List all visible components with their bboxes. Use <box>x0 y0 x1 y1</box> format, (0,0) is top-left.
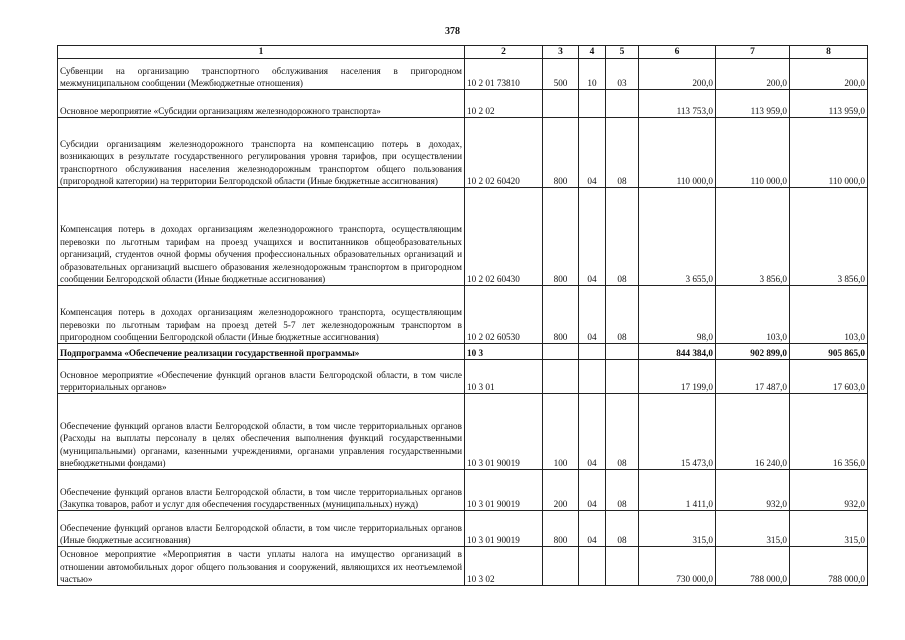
table-row <box>58 511 868 547</box>
row-code: 10 2 02 60530 <box>465 286 543 344</box>
row-value-8: 3 856,0 <box>790 188 868 286</box>
row-value-7: 113 959,0 <box>716 90 790 118</box>
row-value-6: 113 753,0 <box>639 90 716 118</box>
row-value-6: 730 000,0 <box>639 547 716 586</box>
row-col4: 04 <box>579 394 606 470</box>
row-col3: 800 <box>543 188 579 286</box>
row-col3: 800 <box>543 511 579 547</box>
table-row <box>58 394 868 470</box>
column-header-4: 4 <box>579 46 606 59</box>
row-col4 <box>579 360 606 394</box>
row-value-6: 15 473,0 <box>639 394 716 470</box>
table-row <box>58 286 868 344</box>
row-code: 10 3 01 90019 <box>465 511 543 547</box>
row-value-8: 103,0 <box>790 286 868 344</box>
row-value-7: 110 000,0 <box>716 118 790 188</box>
row-value-8: 932,0 <box>790 470 868 511</box>
row-name: Обеспечение функций органов власти Белгородской области, в том числе территориальных органов (Расходы на выплаты персоналу в целях обеспечения выполнения функций государственными (муниципальными) органами, казенными учреждениями, органами управления государственными внебюджетными фондами) <box>58 394 465 470</box>
table-row <box>58 90 868 118</box>
row-col3 <box>543 360 579 394</box>
row-value-8: 200,0 <box>790 59 868 90</box>
row-name: Обеспечение функций органов власти Белгородской области, в том числе территориальных органов (Закупка товаров, работ и услуг для обеспечения государственных (муниципальных) нужд) <box>58 470 465 511</box>
row-value-6: 315,0 <box>639 511 716 547</box>
row-col5: 08 <box>606 470 639 511</box>
row-col4: 10 <box>579 59 606 90</box>
row-col3: 800 <box>543 118 579 188</box>
row-col4: 04 <box>579 286 606 344</box>
header-row <box>58 46 868 59</box>
row-value-7: 3 856,0 <box>716 188 790 286</box>
row-col5: 08 <box>606 394 639 470</box>
row-code: 10 3 01 90019 <box>465 470 543 511</box>
row-value-8: 110 000,0 <box>790 118 868 188</box>
row-col5: 08 <box>606 286 639 344</box>
row-col4: 04 <box>579 188 606 286</box>
budget-table <box>57 45 868 586</box>
row-name: Основное мероприятие «Субсидии организациям железнодорожного транспорта» <box>58 90 465 118</box>
row-col4 <box>579 547 606 586</box>
row-value-8: 17 603,0 <box>790 360 868 394</box>
row-code: 10 2 02 60430 <box>465 188 543 286</box>
table-row <box>58 470 868 511</box>
row-value-7: 315,0 <box>716 511 790 547</box>
row-value-6: 110 000,0 <box>639 118 716 188</box>
table-row <box>58 188 868 286</box>
row-value-6: 98,0 <box>639 286 716 344</box>
row-col4: 04 <box>579 470 606 511</box>
row-col5 <box>606 90 639 118</box>
row-col3: 200 <box>543 470 579 511</box>
row-name: Подпрограмма «Обеспечение реализации государственной программы» <box>58 344 465 360</box>
table-row <box>58 360 868 394</box>
row-col5: 08 <box>606 511 639 547</box>
row-col5 <box>606 344 639 360</box>
row-name: Компенсация потерь в доходах организациям железнодорожного транспорта, осуществляющим перевозки по льготным тарифам на проезд учащихся и воспитанников общеобразовательных организаций, студентов очной формы обучения профессиональных образовательных организаций и образовательных организаций высшего образования железнодорожным транспортом в пригородном сообщении Белгородской области (Иные бюджетные ассигнования) <box>58 188 465 286</box>
row-name: Основное мероприятие «Обеспечение функций органов власти Белгородской области, в том числе территориальных органов» <box>58 360 465 394</box>
row-code: 10 2 02 60420 <box>465 118 543 188</box>
row-name: Субвенции на организацию транспортного обслуживания населения в пригородном межмуниципальном сообщении (Межбюджетные отношения) <box>58 59 465 90</box>
row-col3 <box>543 547 579 586</box>
table-row <box>58 547 868 586</box>
row-code: 10 3 01 90019 <box>465 394 543 470</box>
table-row <box>58 59 868 90</box>
row-col4: 04 <box>579 511 606 547</box>
row-value-7: 788 000,0 <box>716 547 790 586</box>
row-value-7: 16 240,0 <box>716 394 790 470</box>
row-col3: 500 <box>543 59 579 90</box>
row-col5: 08 <box>606 188 639 286</box>
row-value-6: 200,0 <box>639 59 716 90</box>
column-header-8: 8 <box>790 46 868 59</box>
row-col5 <box>606 360 639 394</box>
column-header-3: 3 <box>543 46 579 59</box>
row-value-8: 113 959,0 <box>790 90 868 118</box>
row-name: Основное мероприятие «Мероприятия в части уплаты налога на имущество организаций в отношении автомобильных дорог общего пользования и сооружений, являющихся их неотъемлемой частью» <box>58 547 465 586</box>
row-name: Обеспечение функций органов власти Белгородской области, в том числе территориальных органов (Иные бюджетные ассигнования) <box>58 511 465 547</box>
column-header-6: 6 <box>639 46 716 59</box>
row-value-7: 200,0 <box>716 59 790 90</box>
row-value-8: 315,0 <box>790 511 868 547</box>
row-value-6: 844 384,0 <box>639 344 716 360</box>
row-col3 <box>543 90 579 118</box>
row-col3: 100 <box>543 394 579 470</box>
column-header-1: 1 <box>58 46 465 59</box>
row-col3: 800 <box>543 286 579 344</box>
row-name: Компенсация потерь в доходах организациям железнодорожного транспорта, осуществляющим перевозки по льготным тарифам на проезд детей 5-7 лет железнодорожным транспортом в пригородном сообщении Белгородской области (Иные бюджетные ассигнования) <box>58 286 465 344</box>
row-col3 <box>543 344 579 360</box>
row-col4: 04 <box>579 118 606 188</box>
column-header-5: 5 <box>606 46 639 59</box>
row-col4 <box>579 344 606 360</box>
row-code: 10 3 <box>465 344 543 360</box>
row-name: Субсидии организациям железнодорожного транспорта на компенсацию потерь в доходах, возникающих в результате государственного регулирования уровня тарифов, при осуществлении транспортного обслуживания населения железнодорожным транспортом общего пользования (пригородной категории) на территории Белгородской области (Иные бюджетные ассигнования) <box>58 118 465 188</box>
row-value-8: 16 356,0 <box>790 394 868 470</box>
row-code: 10 3 01 <box>465 360 543 394</box>
row-value-7: 932,0 <box>716 470 790 511</box>
row-code: 10 3 02 <box>465 547 543 586</box>
row-value-6: 1 411,0 <box>639 470 716 511</box>
row-code: 10 2 02 <box>465 90 543 118</box>
row-col5: 08 <box>606 118 639 188</box>
row-code: 10 2 01 73810 <box>465 59 543 90</box>
row-col5: 03 <box>606 59 639 90</box>
table-row <box>58 118 868 188</box>
column-header-2: 2 <box>465 46 543 59</box>
row-value-7: 103,0 <box>716 286 790 344</box>
row-col5 <box>606 547 639 586</box>
table-row <box>58 344 868 360</box>
row-value-7: 902 899,0 <box>716 344 790 360</box>
row-value-6: 17 199,0 <box>639 360 716 394</box>
row-col4 <box>579 90 606 118</box>
page-number: 378 <box>445 26 460 37</box>
row-value-8: 788 000,0 <box>790 547 868 586</box>
row-value-7: 17 487,0 <box>716 360 790 394</box>
row-value-6: 3 655,0 <box>639 188 716 286</box>
column-header-7: 7 <box>716 46 790 59</box>
row-value-8: 905 865,0 <box>790 344 868 360</box>
